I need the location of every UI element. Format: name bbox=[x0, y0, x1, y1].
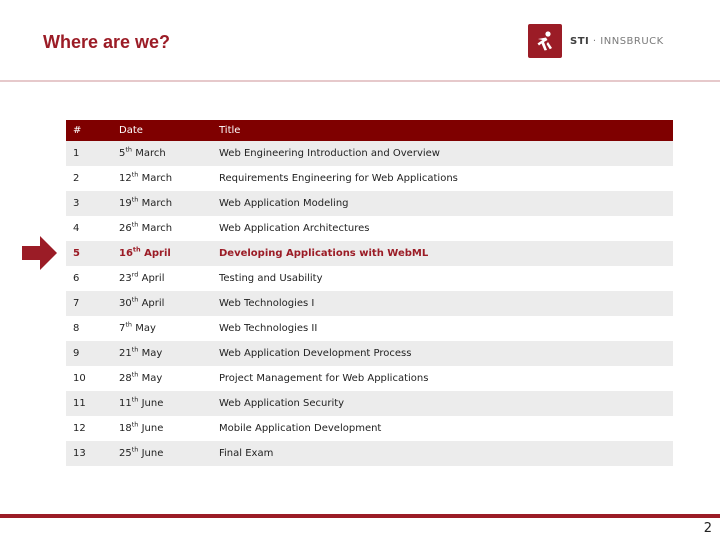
lecture-date bbox=[112, 141, 212, 166]
table-row bbox=[66, 191, 673, 216]
table-row bbox=[66, 166, 673, 191]
date-day: 25 bbox=[119, 448, 132, 459]
date-month: March bbox=[141, 223, 173, 234]
lecture-schedule-table bbox=[66, 120, 673, 466]
lecture-date bbox=[112, 441, 212, 466]
date-month: May bbox=[135, 323, 156, 334]
lecture-title: Requirements Engineering for Web Applications bbox=[219, 173, 458, 184]
lecture-date bbox=[112, 366, 212, 391]
lecture-title: Web Engineering Introduction and Overview bbox=[219, 148, 440, 159]
date-ordinal-suffix: th bbox=[125, 320, 133, 329]
table-row bbox=[66, 241, 673, 266]
lecture-date bbox=[112, 416, 212, 441]
lecture-number: 12 bbox=[73, 423, 86, 434]
date-month: May bbox=[141, 373, 163, 384]
date-month: June bbox=[141, 398, 164, 409]
lecture-number: 3 bbox=[73, 198, 80, 209]
table-row bbox=[66, 391, 673, 416]
lecture-date bbox=[112, 191, 212, 216]
date-day: 19 bbox=[119, 198, 132, 209]
lecture-title: Web Technologies I bbox=[219, 298, 315, 309]
slide-title: Where are we? bbox=[43, 32, 171, 52]
lecture-number: 4 bbox=[73, 223, 80, 234]
page-number: 2 bbox=[703, 521, 712, 536]
date-ordinal-suffix: th bbox=[125, 145, 133, 154]
lecture-title: Project Management for Web Applications bbox=[219, 373, 429, 384]
date-month: April bbox=[141, 298, 165, 309]
date-month: June bbox=[141, 423, 164, 434]
date-day: 21 bbox=[119, 348, 132, 359]
table-row bbox=[66, 141, 673, 166]
date-month: May bbox=[141, 348, 163, 359]
table-row bbox=[66, 266, 673, 291]
date-month: March bbox=[135, 148, 166, 159]
column-header-date: Date bbox=[119, 125, 143, 136]
lecture-number: 8 bbox=[73, 323, 80, 334]
table-row bbox=[66, 216, 673, 241]
date-ordinal-suffix: th bbox=[131, 395, 139, 404]
date-day: 28 bbox=[119, 373, 132, 384]
lecture-date bbox=[112, 241, 212, 266]
date-day: 26 bbox=[119, 223, 132, 234]
lecture-title: Testing and Usability bbox=[219, 273, 323, 284]
date-ordinal-suffix: th bbox=[131, 345, 139, 354]
lecture-title: Web Technologies II bbox=[219, 323, 318, 334]
table-row bbox=[66, 291, 673, 316]
lecture-date bbox=[112, 291, 212, 316]
table-row bbox=[66, 341, 673, 366]
lecture-title: Mobile Application Development bbox=[219, 423, 382, 434]
lecture-date bbox=[112, 216, 212, 241]
lecture-title: Final Exam bbox=[219, 448, 274, 459]
current-lecture-arrow-icon bbox=[22, 235, 58, 271]
lecture-number: 9 bbox=[73, 348, 80, 359]
date-day: 7 bbox=[119, 323, 126, 334]
logo-text bbox=[570, 36, 664, 47]
column-header-title: Title bbox=[219, 125, 241, 136]
table-row bbox=[66, 441, 673, 466]
lecture-title: Web Application Security bbox=[219, 398, 345, 409]
table-header-row bbox=[66, 120, 673, 141]
lecture-date bbox=[112, 316, 212, 341]
logo-place: INNSBRUCK bbox=[600, 35, 664, 47]
date-ordinal-suffix: th bbox=[131, 420, 139, 429]
lecture-number: 6 bbox=[73, 273, 80, 284]
logo-brand: STI bbox=[570, 35, 590, 47]
table-row bbox=[66, 416, 673, 441]
lecture-number: 13 bbox=[73, 448, 86, 459]
date-ordinal-suffix: th bbox=[131, 445, 139, 454]
date-day: 5 bbox=[119, 148, 126, 159]
logo-separator: · bbox=[589, 35, 601, 47]
lecture-date bbox=[112, 341, 212, 366]
date-day: 18 bbox=[119, 423, 132, 434]
lecture-title: Web Application Development Process bbox=[219, 348, 412, 359]
date-ordinal-suffix: rd bbox=[131, 270, 139, 279]
date-ordinal-suffix: th bbox=[131, 295, 139, 304]
date-day: 16 bbox=[119, 248, 133, 259]
header-divider bbox=[0, 80, 720, 82]
lecture-number: 10 bbox=[73, 373, 86, 384]
date-month: March bbox=[141, 198, 173, 209]
lecture-title: Web Application Modeling bbox=[219, 198, 349, 209]
lecture-number: 1 bbox=[73, 148, 80, 159]
date-day: 11 bbox=[119, 398, 132, 409]
lecture-number: 7 bbox=[73, 298, 80, 309]
sti-innsbruck-logo bbox=[528, 24, 664, 58]
date-month: April bbox=[141, 273, 165, 284]
date-day: 23 bbox=[119, 273, 132, 284]
lecture-number: 5 bbox=[73, 248, 80, 259]
table-row bbox=[66, 366, 673, 391]
lecture-title: Web Application Architectures bbox=[219, 223, 370, 234]
date-ordinal-suffix: th bbox=[131, 170, 139, 179]
table-row bbox=[66, 316, 673, 341]
lecture-date bbox=[112, 266, 212, 291]
date-ordinal-suffix: th bbox=[131, 195, 139, 204]
lecture-title: Developing Applications with WebML bbox=[219, 248, 429, 259]
lecture-number: 11 bbox=[73, 398, 86, 409]
date-month: March bbox=[141, 173, 173, 184]
date-ordinal-suffix: th bbox=[131, 220, 139, 229]
column-header-number: # bbox=[73, 125, 82, 136]
lecture-number: 2 bbox=[73, 173, 80, 184]
footer-divider bbox=[0, 514, 720, 518]
sti-person-logo-icon bbox=[528, 24, 562, 58]
date-month: April bbox=[144, 248, 171, 259]
date-day: 30 bbox=[119, 298, 132, 309]
table-body bbox=[66, 141, 673, 466]
date-month: June bbox=[141, 448, 164, 459]
date-ordinal-suffix: th bbox=[132, 245, 141, 254]
lecture-date bbox=[112, 166, 212, 191]
date-day: 12 bbox=[119, 173, 132, 184]
date-ordinal-suffix: th bbox=[131, 370, 139, 379]
lecture-date bbox=[112, 391, 212, 416]
